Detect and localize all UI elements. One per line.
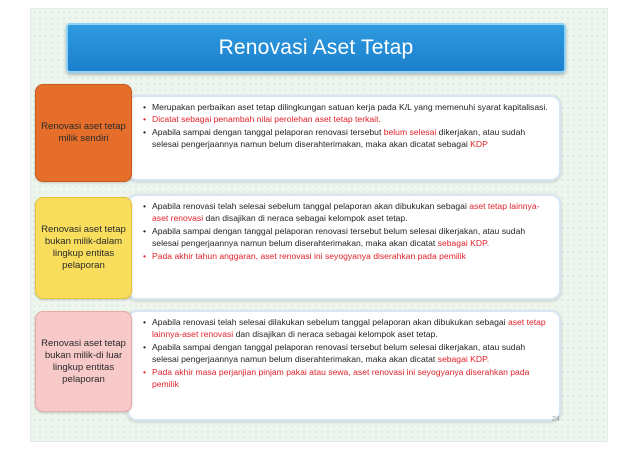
bullet-text: dan disajikan di neraca sebagai kelompok aset tetap.: [203, 213, 408, 224]
bullet-3-3: [143, 366, 551, 391]
bullet-3-2: [143, 341, 551, 366]
bullet-3-1: [143, 316, 551, 341]
highlight-text: KDP: [470, 139, 488, 150]
highlight-text: Pada akhir tahun anggaran, aset renovasi ini seyogyanya diserahkan pada pemilik: [152, 250, 466, 261]
bullet-1-2: [143, 113, 551, 125]
bullet-text: dan disajikan di neraca sebagai kelompok aset tetap.: [233, 329, 438, 340]
bullet-2-1: [143, 200, 551, 225]
category-label-1: [35, 84, 132, 182]
page-number: 24: [552, 416, 560, 423]
category-label-text-3: Renovasi aset tetap bukan milik-di luar lingkup entitas pelaporan: [41, 337, 126, 385]
category-label-text-1: Renovasi aset tetap milik sendiri: [41, 121, 126, 144]
bullet-text: Merupakan perbaikan aset tetap dilingkungan satuan kerja pada K/L yang memenuhi syarat kapitalisasi.: [152, 102, 548, 112]
content-box-3: [127, 310, 561, 421]
bullet-text: Apabila renovasi telah selesai sebelum tanggal pelaporan akan dibukukan sebagai: [152, 201, 470, 211]
bullet-text: Apabila sampai dengan tanggal pelaporan renovasi tersebut: [152, 126, 384, 137]
title-banner: [66, 23, 566, 73]
highlight-text: aset tetap lainnya-aset renovasi: [152, 317, 546, 340]
highlight-text: Dicatat sebagai penambah nilai perolehan aset tetap terkait.: [152, 114, 381, 125]
bullet-2-3: [143, 250, 551, 262]
content-box-1: [127, 95, 561, 181]
bullet-1-1: [143, 101, 551, 113]
highlight-text: aset tetap lainnya-aset renovasi: [152, 201, 540, 224]
category-label-3: [35, 311, 132, 412]
bullet-text: dikerjakan, atau sudah selesai pengerjaannya namun belum diserahterimakan, maka akan dicatat sebagai: [152, 126, 526, 150]
slide-title: Renovasi Aset Tetap: [218, 36, 414, 59]
highlight-text: sebagai KDP.: [437, 238, 490, 249]
highlight-text: Pada akhir masa perjanjian pinjam pakai atau sewa, aset renovasi ini seyogyanya diserahkan pada pemilik: [152, 366, 530, 390]
category-label-2: [35, 197, 132, 299]
bullet-text: Apabila renovasi telah selesai dilakukan sebelum tanggal pelaporan akan dibukukan sebagai: [152, 317, 508, 327]
bullet-2-2: [143, 225, 551, 250]
bullet-text: Apabila sampai dengan tanggal pelaporan renovasi tersebut belum selesai dikerjakan, atau sudah selesai pengerjaannya namun belum diserahterimakan, maka akan dicatat: [152, 225, 526, 249]
bullet-text: Apabila sampai dengan tanggal pelaporan renovasi tersebut belum selesai dikerjakan, atau sudah selesai pengerjaannya namun belum diserahterimakan, maka akan dicatat: [152, 341, 526, 365]
highlight-text: belum selesai: [383, 126, 437, 137]
content-box-2: [127, 194, 561, 300]
category-label-text-2: Renovasi aset tetap bukan milik-dalam lingkup entitas pelaporan: [41, 224, 126, 271]
highlight-text: sebagai KDP.: [437, 354, 490, 365]
bullet-1-3: [143, 126, 551, 151]
